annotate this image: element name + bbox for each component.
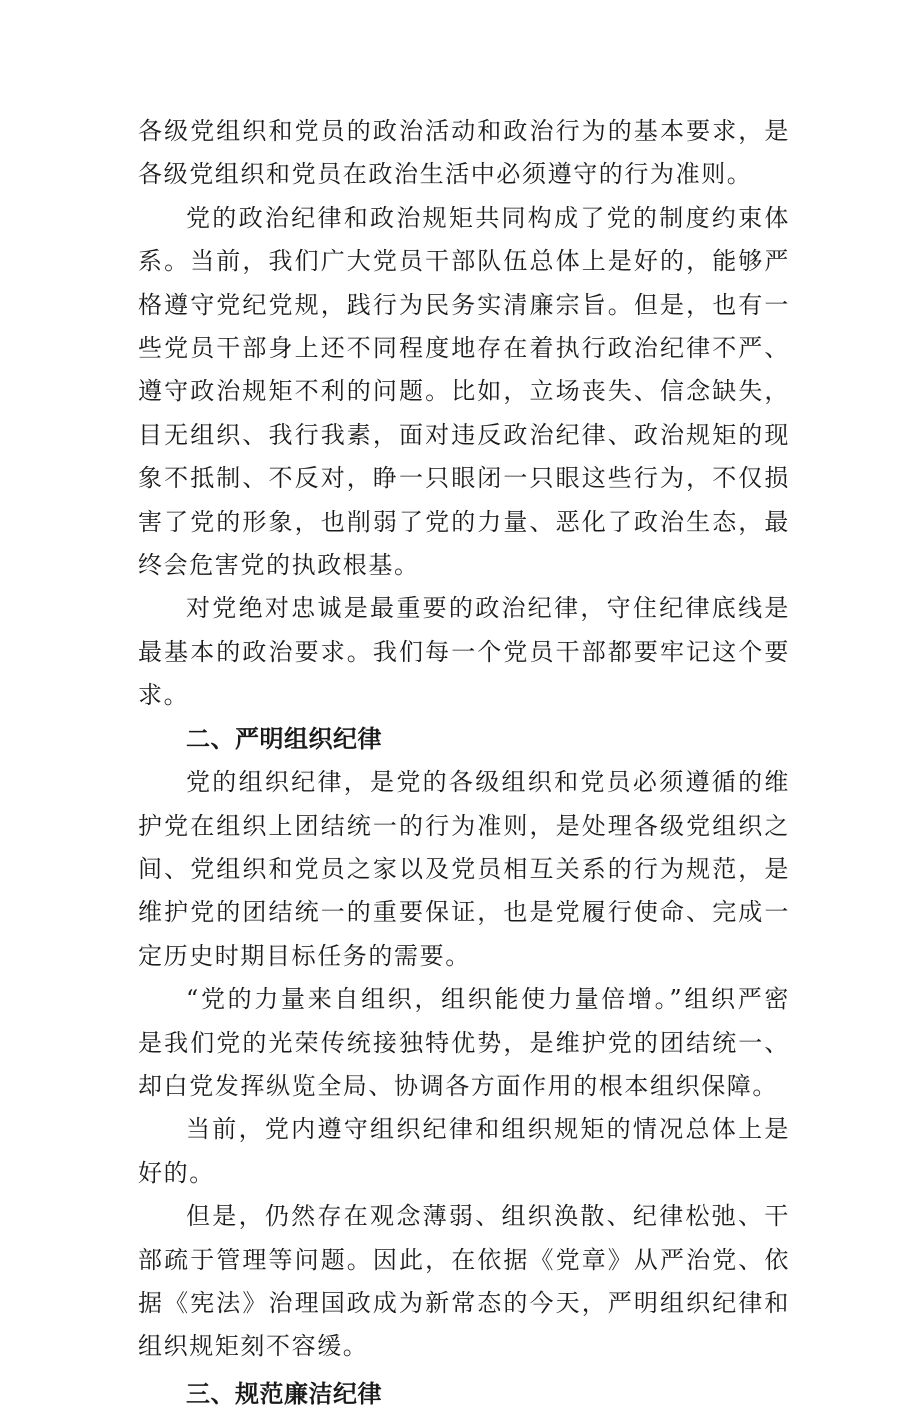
paragraph-continued: 各级党组织和党员的政治活动和政治行为的基本要求，是各级党组织和党员在政治生活中必须遵守的行为准则。	[138, 117, 790, 189]
paragraph-political-discipline: 党的政治纪律和政治规矩共同构成了党的制度约束体系。当前，我们广大党员干部队伍总体上是好的，能够严格遵守党纪党规，践行为民务实清廉宗旨。但是，也有一些党员干部身上还不同程度地存在着执行政治纪律不严、遵守政治规矩不利的问题。比如，立场丧失、信念缺失，目无组织、我行我素，面对违反政治纪律、政治规矩的现象不抵制、不反对，睁一只眼闭一只眼这些行为，不仅损害了党的形象，也削弱了党的力量、恶化了政治生态，最终会危害党的执政根基。	[138, 203, 790, 580]
section-heading-organizational-discipline: 二、严明组织纪律	[186, 724, 382, 753]
section-heading-integrity-discipline: 三、规范廉洁纪律	[186, 1379, 382, 1408]
paragraph-organizational-discipline: 党的组织纪律，是党的各级组织和党员必须遵循的维护党在组织上团结统一的行为准则，是处理各级党组织之间、党组织和党员之家以及党员相互关系的行为规范，是维护党的团结统一的重要保证，也是党履行使命、完成一定历史时期目标任务的需要。	[138, 768, 790, 970]
paragraph-loyalty: 对党绝对忠诚是最重要的政治纪律，守住纪律底线是最基本的政治要求。我们每一个党员干部都要牢记这个要求。	[138, 594, 790, 710]
paragraph-current-status: 当前，党内遵守组织纪律和组织规矩的情况总体上是好的。	[138, 1115, 790, 1187]
paragraph-quote: “党的力量来自组织，组织能使力量倍增。”组织严密是我们党的光荣传统接独特优势，是维护党的团结统一、却白党发挥纵览全局、协调各方面作用的根本组织保障。	[138, 985, 790, 1100]
document-body	[138, 110, 790, 1416]
paragraph-problems: 但是，仍然存在观念薄弱、组织涣散、纪律松弛、干部疏于管理等问题。因此，在依据《党章》从严治党、依据《宪法》治理国政成为新常态的今天，严明组织纪律和组织规矩刻不容缓。	[138, 1202, 790, 1361]
